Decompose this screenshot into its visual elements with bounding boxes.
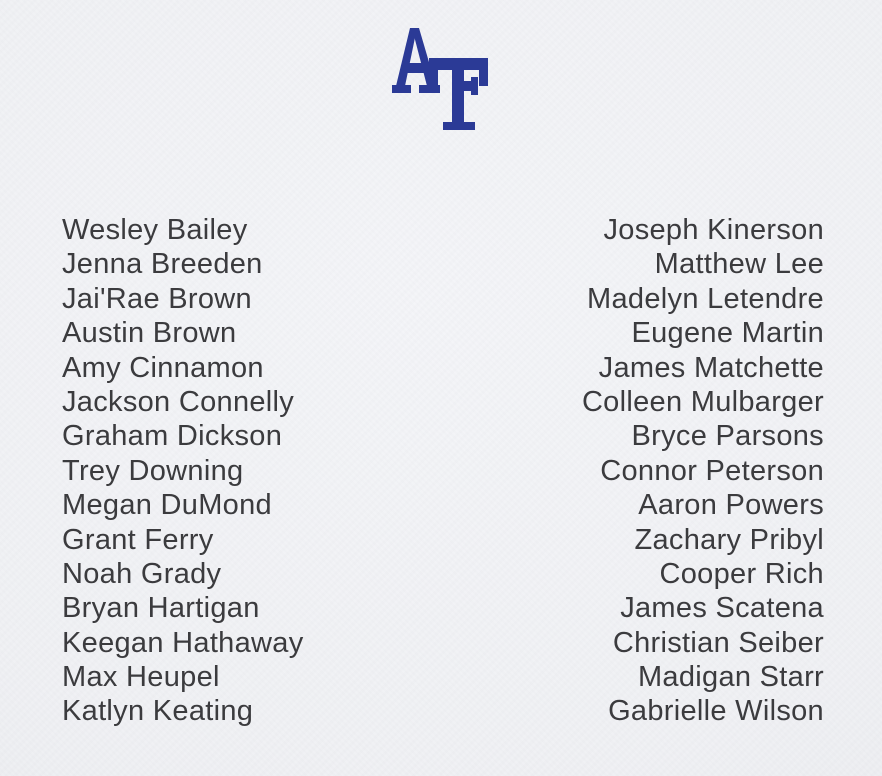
guest-name: Madigan Starr	[637, 661, 824, 694]
guest-name: Madelyn Letendre	[587, 282, 824, 315]
guest-name: Jai'Rae Brown	[62, 282, 252, 315]
guest-name: Eugene Martin	[631, 317, 824, 350]
guest-name: Connor Peterson	[600, 454, 824, 487]
guest-name: Jackson Connelly	[62, 385, 295, 418]
guest-name: Trey Downing	[62, 454, 244, 487]
guest-name: Austin Brown	[62, 317, 237, 350]
guest-name: Graham Dickson	[62, 420, 283, 453]
guest-name: Amy Cinnamon	[62, 351, 264, 384]
guest-name: James Scatena	[620, 592, 824, 625]
guest-name: Katlyn Keating	[62, 695, 254, 728]
guest-name: James Matchette	[598, 351, 824, 384]
guest-name: Noah Grady	[62, 557, 222, 590]
guest-name: Grant Ferry	[62, 523, 214, 556]
guest-name: Matthew Lee	[654, 248, 824, 281]
guest-name: Aaron Powers	[638, 489, 824, 522]
guest-name: Bryce Parsons	[631, 420, 824, 453]
guest-name: Gabrielle Wilson	[608, 695, 824, 728]
guest-name: Cooper Rich	[659, 557, 824, 590]
guest-name: Wesley Bailey	[62, 214, 248, 246]
guest-name: Max Heupel	[62, 661, 220, 694]
air-force-af-monogram-icon	[391, 28, 491, 130]
guest-name: Megan DuMond	[62, 489, 272, 522]
guest-name: Joseph Kinerson	[603, 214, 824, 246]
guest-name: Keegan Hathaway	[62, 626, 304, 659]
guest-name: Christian Seiber	[612, 626, 824, 659]
guest-name: Colleen Mulbarger	[581, 385, 824, 418]
guest-list-left-column	[62, 213, 304, 729]
guest-name: Zachary Pribyl	[634, 523, 824, 556]
guest-name: Jenna Breeden	[62, 248, 263, 281]
guest-list-right-column	[582, 213, 824, 729]
guest-name: Bryan Hartigan	[62, 592, 260, 625]
